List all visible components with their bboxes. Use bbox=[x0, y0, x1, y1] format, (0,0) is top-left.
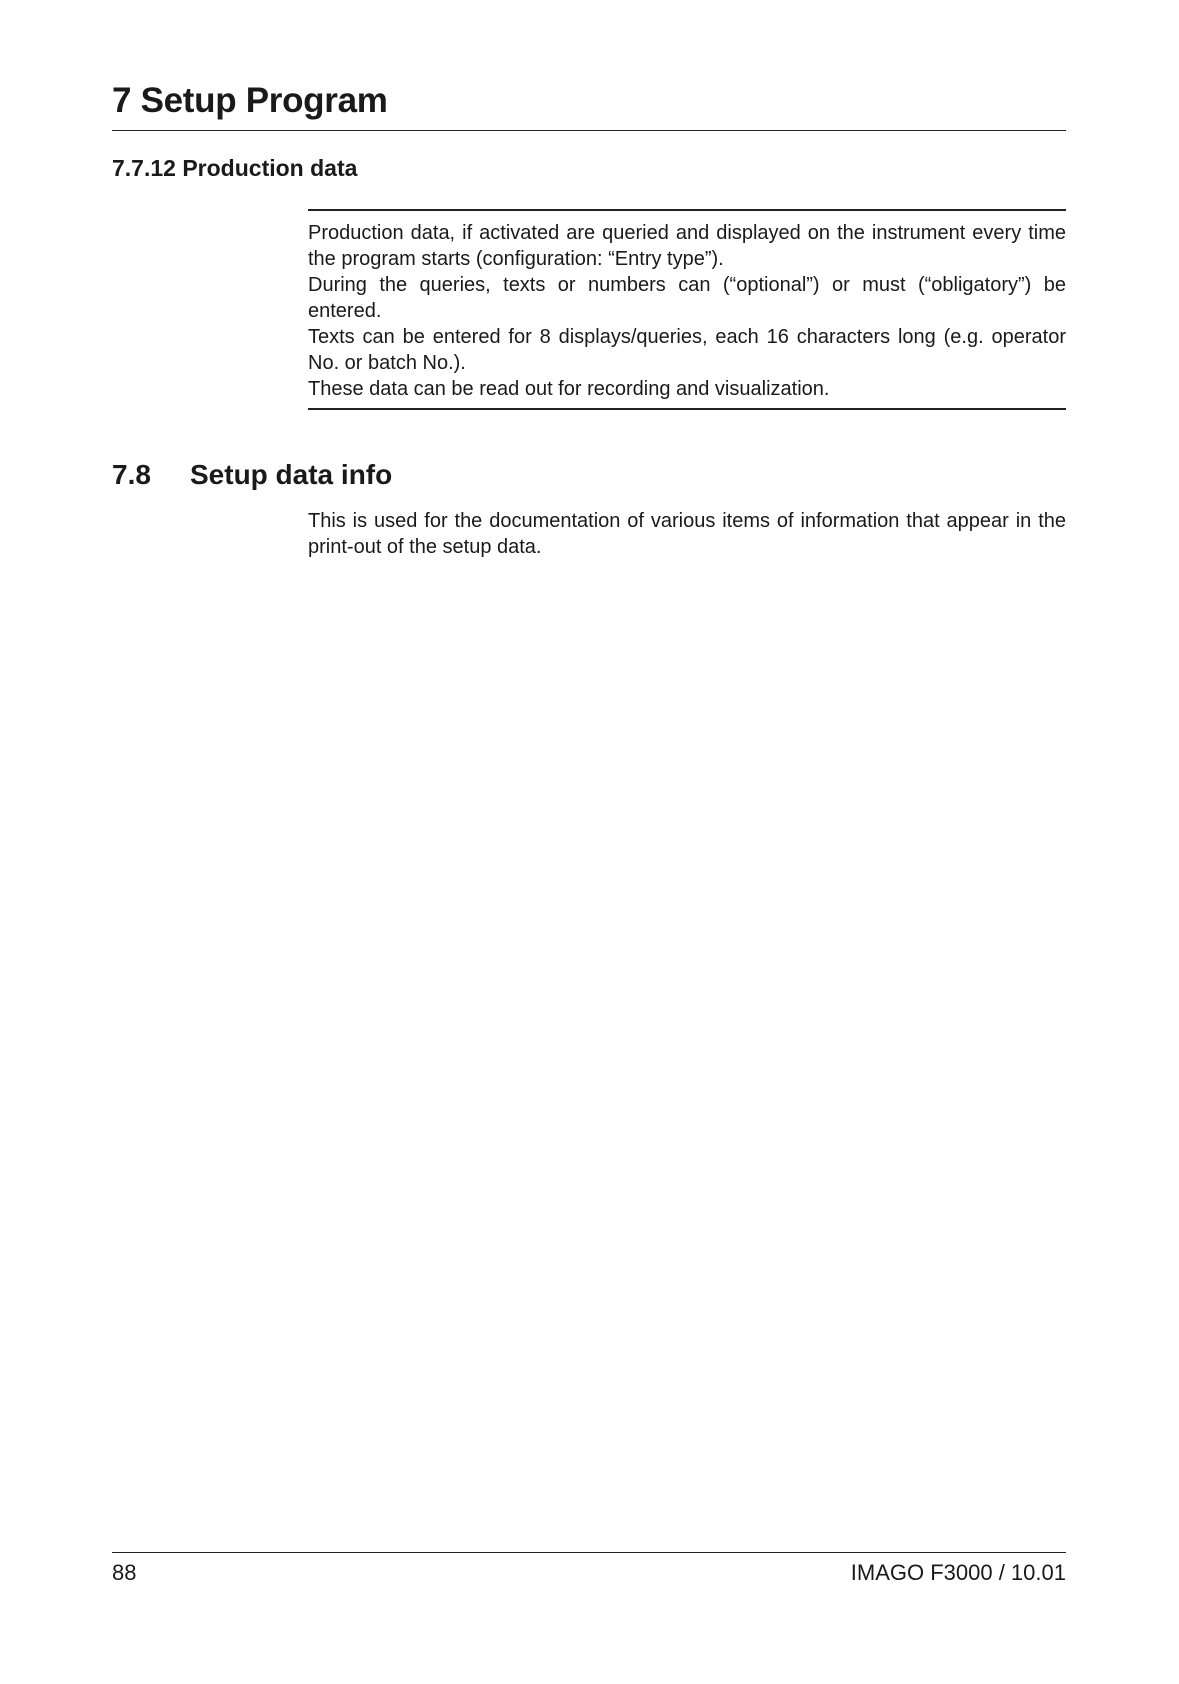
section-heading-setup-data-info bbox=[112, 458, 392, 492]
setup-data-info-text bbox=[308, 508, 1066, 560]
paragraph: This is used for the documentation of various items of information that appear in the print-out of the setup data. bbox=[308, 510, 1066, 558]
footer-divider bbox=[112, 1552, 1066, 1553]
section-title: Setup data info bbox=[190, 459, 393, 490]
paragraph: Production data, if activated are queried and displayed on the instrument every time the program starts (configuration: “Entry type”). bbox=[308, 222, 1066, 270]
section-number: 7.8 bbox=[112, 459, 151, 490]
chapter-title: 7 Setup Program bbox=[112, 81, 388, 120]
box-rule-bottom bbox=[308, 408, 1066, 410]
box-rule-top bbox=[308, 209, 1066, 211]
paragraph: Texts can be entered for 8 displays/queries, each 16 characters long (e.g. operator No. or batch No.). bbox=[308, 326, 1066, 374]
document-id: IMAGO F3000 / 10.01 bbox=[850, 1560, 1066, 1585]
paragraph: During the queries, texts or numbers can (“optional”) or must (“obligatory”) be entered. bbox=[308, 274, 1066, 322]
page-number: 88 bbox=[112, 1560, 137, 1585]
chapter-divider bbox=[112, 130, 1066, 131]
production-data-text bbox=[308, 220, 1066, 402]
section-heading-production-data: 7.7.12 Production data bbox=[112, 155, 358, 181]
paragraph: These data can be read out for recording and visualization. bbox=[308, 378, 830, 400]
